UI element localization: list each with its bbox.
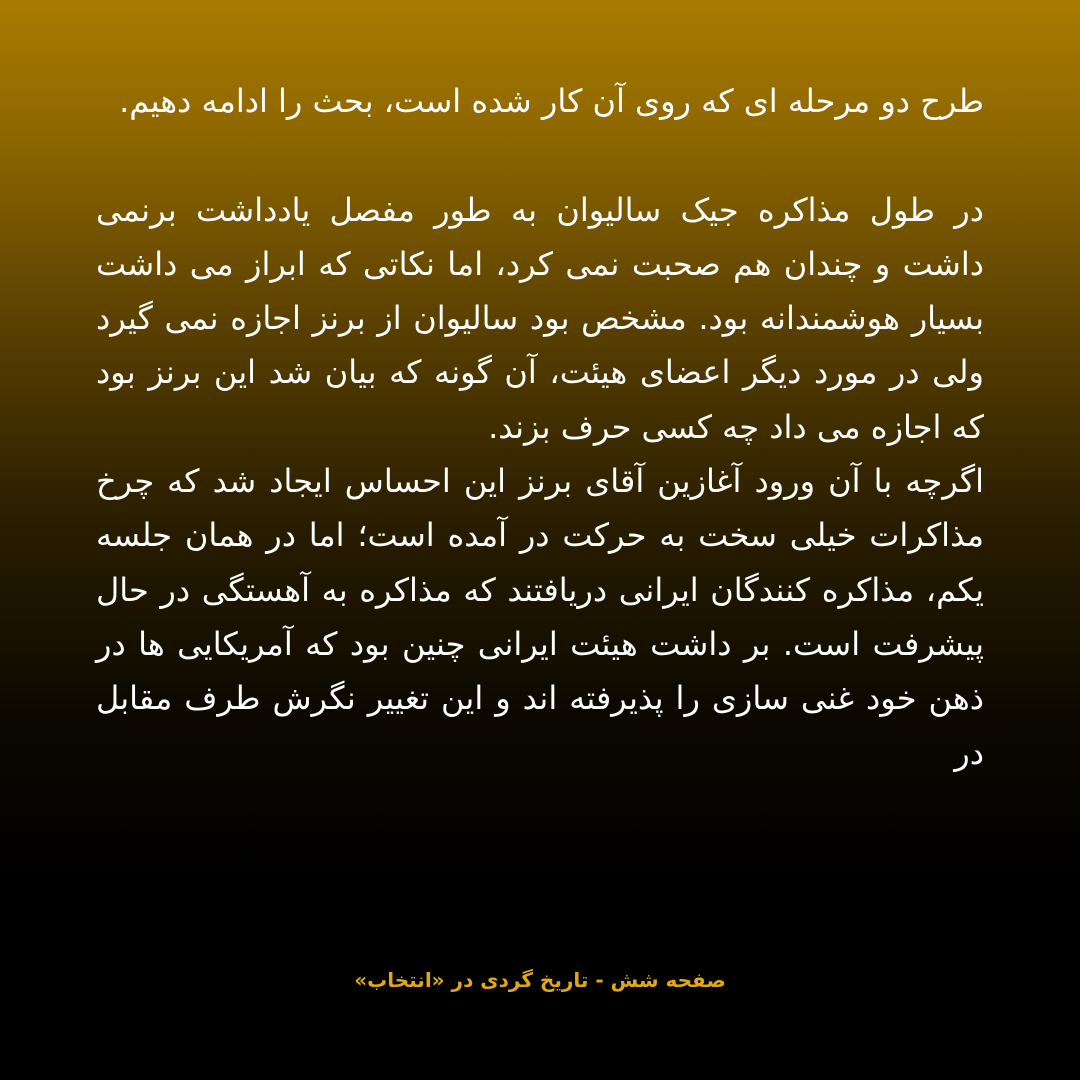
page-footer-caption: صفحه شش - تاریخ گردی در «انتخاب» <box>354 968 726 992</box>
paragraph-sullivan: در طول مذاکره جیک سالیوان به طور مفصل یادداشت برنمی داشت و چندان هم صحبت نمی کرد، اما نکاتی که ابراز می داشت بسیار هوشمندانه بود. مشخص بود سالیوان از برنز اجازه نمی گیرد ولی در مورد دیگر اعضای هیئت، آن گونه که بیان شد این برنز بود که اجازه می داد چه کسی حرف بزند. <box>96 190 984 446</box>
paragraph-burns-arrival: اگرچه با آن ورود آغازین آقای برنز این احساس ایجاد شد که چرخ مذاکرات خیلی سخت به حرکت در آمده است؛ اما در همان جلسه یکم، مذاکره کنندگان ایرانی دریافتند که مذاکره به آهستگی در حال پیشرفت است. بر داشت هیئت ایرانی چنین بود که آمریکایی ها در ذهن خود غنی سازی را پذیرفته اند و این تغییر نگرش طرف مقابل در <box>96 462 984 772</box>
paragraph-spacer <box>96 128 984 182</box>
paragraph-intro: طرح دو مرحله ای که روی آن کار شده است، بحث را ادامه دهیم. <box>119 82 984 120</box>
article-body <box>96 74 984 780</box>
